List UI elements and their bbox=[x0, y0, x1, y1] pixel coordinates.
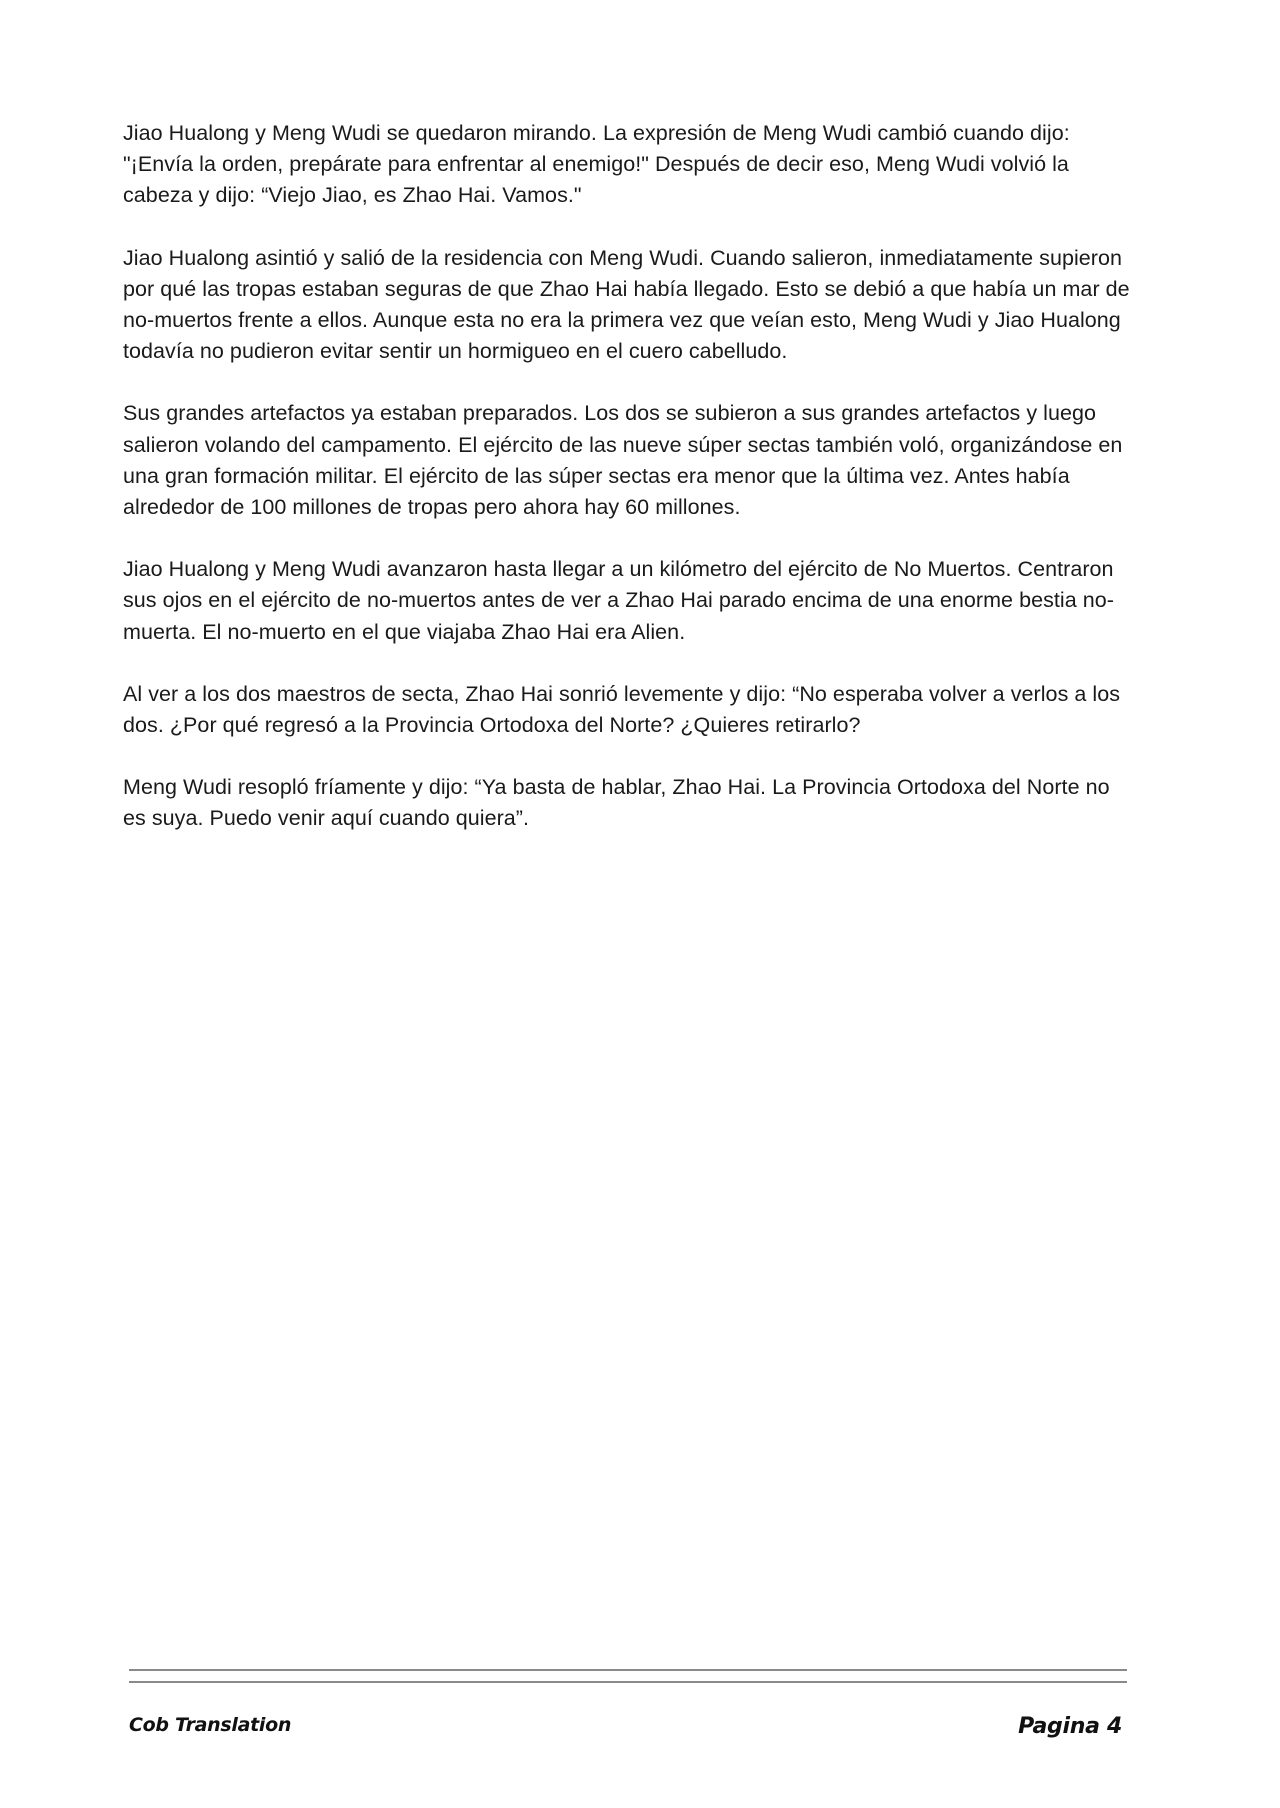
paragraph: Meng Wudi resopló fríamente y dijo: “Ya basta de hablar, Zhao Hai. La Provincia Ortodoxa del Norte no es suya. Puedo venir aquí cuando quiera”. bbox=[123, 775, 1110, 831]
footer-translator-credit: Cob Translation bbox=[129, 1714, 292, 1736]
paragraph: Jiao Hualong y Meng Wudi se quedaron mirando. La expresión de Meng Wudi cambió cuando dijo: "¡Envía la orden, prepárate para enfrentar al enemigo!" Después de decir eso, Meng Wudi volvió la cabeza y dijo: “Viejo Jiao, es Zhao Hai. Vamos." bbox=[123, 121, 1070, 208]
document-body bbox=[123, 118, 1133, 866]
footer-divider-top bbox=[129, 1669, 1127, 1671]
footer-divider-bottom bbox=[129, 1681, 1127, 1683]
paragraph: Jiao Hualong asintió y salió de la residencia con Meng Wudi. Cuando salieron, inmediatamente supieron por qué las tropas estaban seguras de que Zhao Hai había llegado. Esto se debió a que había un mar de no-muertos frente a ellos. Aunque esta no era la primera vez que veían esto, Meng Wudi y Jiao Hualong todavía no pudieron evitar sentir un hormigueo en el cuero cabelludo. bbox=[123, 245, 1130, 364]
footer-page-number: Pagina 4 bbox=[1018, 1714, 1122, 1739]
paragraph: Al ver a los dos maestros de secta, Zhao Hai sonrió levemente y dijo: “No esperaba volver a verlos a los dos. ¿Por qué regresó a la Provincia Ortodoxa del Norte? ¿Quieres retirarlo? bbox=[123, 681, 1121, 738]
paragraph: Jiao Hualong y Meng Wudi avanzaron hasta llegar a un kilómetro del ejército de No Muertos. Centraron sus ojos en el ejército de no-muertos antes de ver a Zhao Hai parado encima de una enorme bestia no-muerta. El no-muerto en el que viajaba Zhao Hai era Alien. bbox=[123, 557, 1114, 644]
paragraph: Sus grandes artefactos ya estaban preparados. Los dos se subieron a sus grandes artefactos y luego salieron volando del campamento. El ejército de las nueve súper sectas también voló, organizándose en una gran formación militar. El ejército de las súper sectas era menor que la última vez. Antes había alrededor de 100 millones de tropas pero ahora hay 60 millones. bbox=[123, 401, 1123, 520]
